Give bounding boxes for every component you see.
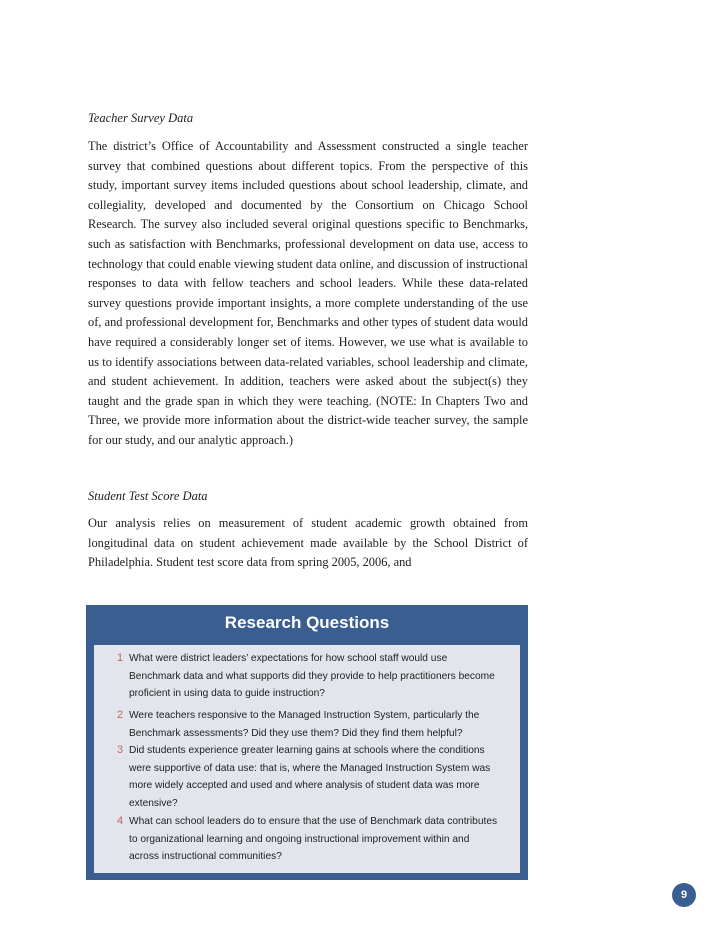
question-text: What were district leaders’ expectations for how school staff would use Benchmark data and what supports did they provide to help practitioners become proficient in using data to guide instruction? [129,653,495,700]
research-question-4 [117,813,499,866]
research-questions-panel [94,645,520,873]
question-text: Did students experience greater learning gains at schools where the conditions were supportive of data use: that is, where the Managed Instruction System was more widely accepted and used and where analysis of student data was more extensive? [129,745,491,809]
teacher-survey-paragraph: The district’s Office of Accountability and Assessment constructed a single teacher survey that combined questions about different topics. From the perspective of this study, important survey items included questions about school leadership, climate, and collegiality, developed and documented by the Consortium on Chicago School Research. The survey also included several original questions specific to Benchmarks, such as satisfaction with Benchmarks, professional development on data use, access to technology that could enable viewing student data online, and discussion of instructional responses to data with fellow teachers and school leaders. While these data-related survey questions provide important insights, a more complete understanding of the use of, and professional development for, Benchmarks and other types of student data would have required a considerably longer set of items. However, we use what is available to us to identify associations between data-related variables, school leadership and climate, and student achievement. In addition, teachers were asked about the subject(s) they taught and the grade span in which they were teaching. (NOTE: In Chapters Two and Three, we provide more information about the district-wide teacher survey, the sample for our study, and our analytic approach.) [88,139,528,447]
research-questions-title: Research Questions [224,613,390,632]
question-text: Were teachers responsive to the Managed Instruction System, particularly the Benchmark assessments? Did they use them? Did they find them helpful? [129,710,480,739]
research-question-1 [117,650,499,703]
question-number: 4 [117,815,124,827]
student-test-heading: Student Test Score Data [88,489,208,503]
research-question-3 [117,742,499,812]
question-text: What can school leaders do to ensure that the use of Benchmark data contributes to organizational learning and ongoing instructional improvement within and across instructional communities? [129,816,498,863]
research-question-2 [117,707,499,742]
student-test-paragraph: Our analysis relies on measurement of student academic growth obtained from longitudinal data on student achievement made available by the School District of Philadelphia. Student test score data from spring 2005, 2006, and [88,516,528,570]
research-questions-box [86,605,528,880]
question-number: 3 [117,744,124,756]
teacher-survey-heading: Teacher Survey Data [88,111,194,125]
question-number: 2 [117,709,124,721]
question-number: 1 [117,652,124,664]
page-number-badge: 9 [672,883,696,907]
